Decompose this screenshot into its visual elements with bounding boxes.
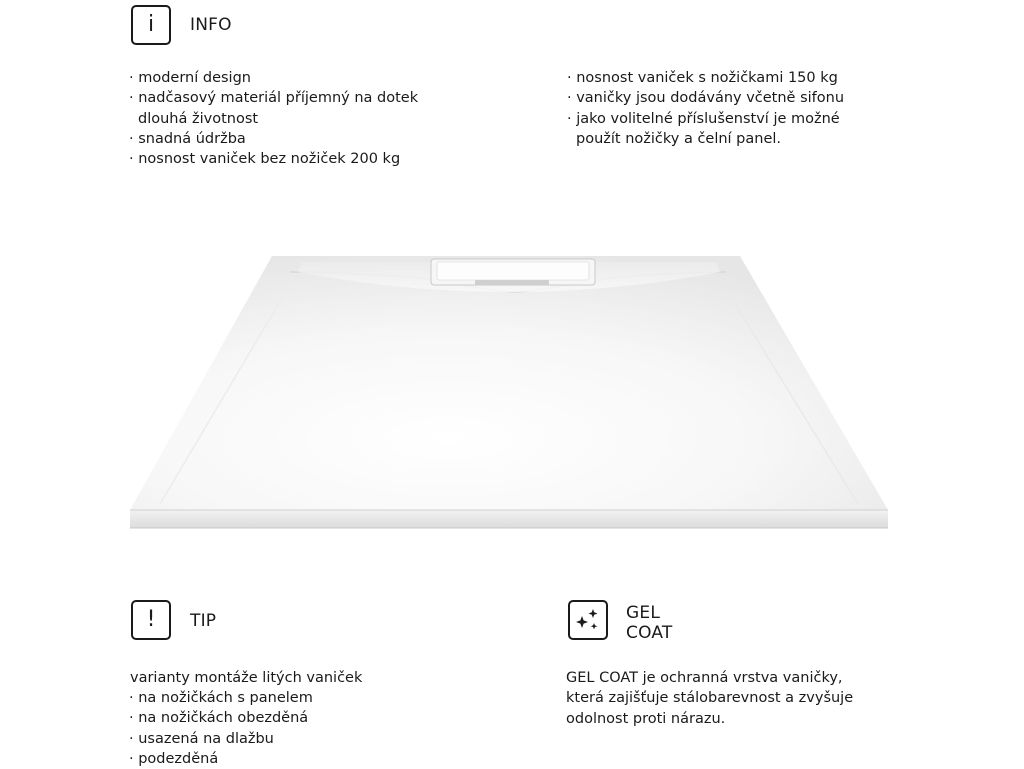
info-heading: INFO xyxy=(190,15,232,35)
sparkle-icon xyxy=(568,600,608,640)
list-item: dlouhá životnost xyxy=(138,110,259,127)
exclamation-icon xyxy=(131,600,171,640)
list-item: použít nožičky a čelní panel. xyxy=(576,130,782,147)
gelcoat-line: odolnost proti nárazu. xyxy=(566,710,726,727)
gelcoat-line: GEL COAT je ochranná vrstva vaničky, xyxy=(566,670,843,686)
gelcoat-description xyxy=(566,668,853,729)
list-item: · snadná údržba xyxy=(129,130,246,147)
list-item: · podezděná xyxy=(129,750,219,767)
list-item: · vaničky jsou dodávány včetně sifonu xyxy=(567,90,845,107)
gelcoat-heading-line1: GEL xyxy=(626,603,660,623)
info-icon-glyph: i xyxy=(147,12,155,37)
list-item: · nosnost vaniček s nožičkami 150 kg xyxy=(567,70,838,86)
tip-heading: TIP xyxy=(190,611,217,631)
sparkle-icon-graphic xyxy=(574,606,602,634)
gelcoat-line: která zajišťuje stálobarevnost a zvyšuje xyxy=(566,690,854,707)
list-item: · nosnost vaniček bez nožiček 200 kg xyxy=(129,151,401,168)
list-item: · na nožičkách obezděná xyxy=(129,710,309,727)
list-item: · usazená na dlažbu xyxy=(129,730,274,747)
exclamation-icon-glyph: ! xyxy=(146,607,156,632)
list-item: · na nožičkách s panelem xyxy=(129,690,313,706)
tip-intro: varianty montáže litých vaniček xyxy=(130,670,363,686)
shower-tray-image xyxy=(120,248,900,538)
info-list-right xyxy=(567,68,844,149)
gelcoat-heading-line2: COAT xyxy=(626,623,673,643)
tip-list xyxy=(129,688,313,769)
info-list-left xyxy=(129,68,418,169)
info-icon xyxy=(131,5,171,45)
list-item: · moderní design xyxy=(129,70,251,86)
list-item: · jako volitelné příslušenství je možné xyxy=(567,110,840,127)
list-item: · nadčasový materiál příjemný na dotek xyxy=(129,90,419,107)
